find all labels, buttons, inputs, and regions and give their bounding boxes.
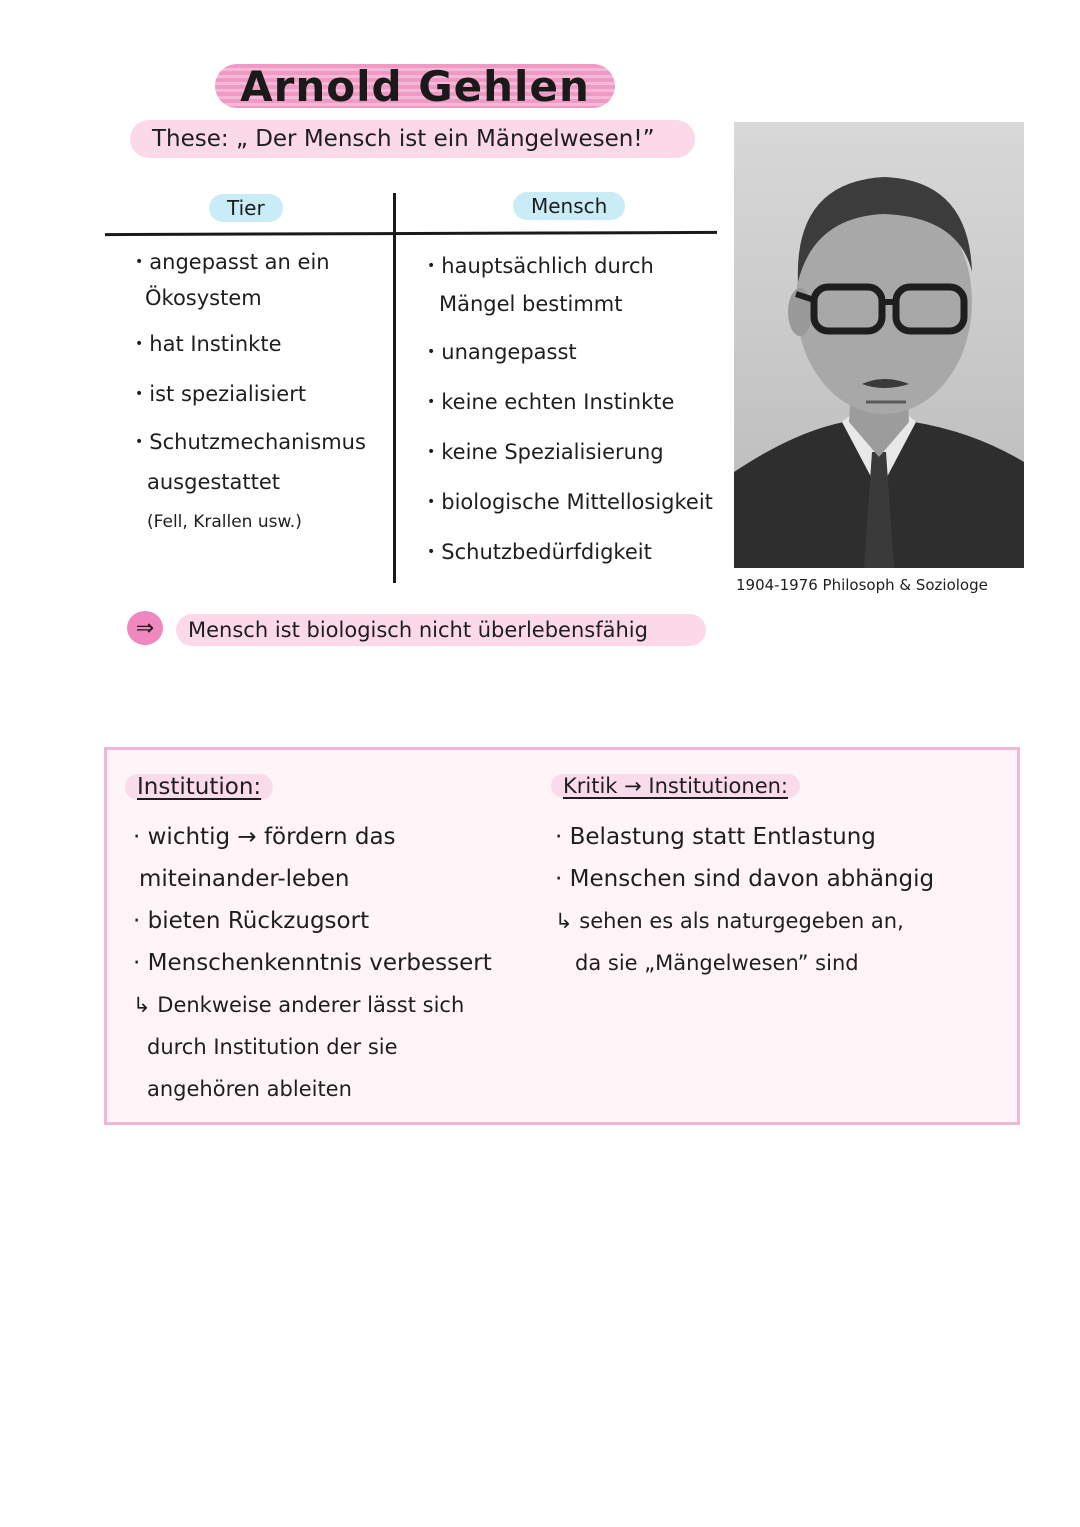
list-item-continuation: ausgestattet bbox=[147, 470, 281, 494]
page-title: Arnold Gehlen bbox=[215, 64, 615, 108]
list-item: · bieten Rückzugsort bbox=[133, 908, 370, 934]
thesis-banner: These: „ Der Mensch ist ein Mängelwesen!” bbox=[130, 120, 695, 158]
list-item: • unangepasst bbox=[427, 340, 577, 364]
list-item: ↳ Denkweise anderer lässt sich bbox=[133, 993, 465, 1017]
table-vertical-line bbox=[393, 193, 396, 583]
institution-heading: Institution: bbox=[125, 774, 273, 800]
list-item: da sie „Mängelwesen” sind bbox=[575, 951, 859, 975]
mensch-header: Mensch bbox=[513, 192, 625, 220]
list-item-continuation: Ökosystem bbox=[145, 286, 262, 310]
list-item: • keine Spezialisierung bbox=[427, 440, 664, 464]
institution-list bbox=[133, 816, 553, 1110]
conclusion-banner: Mensch ist biologisch nicht überlebensfähig bbox=[176, 614, 706, 646]
list-item: • ist spezialisiert bbox=[135, 382, 307, 406]
list-item: · Belastung statt Entlastung bbox=[555, 824, 876, 850]
list-item: • biologische Mittellosigkeit bbox=[427, 490, 713, 514]
tier-list bbox=[135, 242, 390, 542]
list-item: miteinander-leben bbox=[139, 866, 350, 892]
portrait-photo bbox=[734, 122, 1024, 568]
portrait-caption: 1904-1976 Philosoph & Soziologe bbox=[736, 576, 988, 594]
list-item: • hauptsächlich durch bbox=[427, 254, 654, 278]
critique-heading: Kritik → Institutionen: bbox=[551, 774, 800, 798]
list-item: · Menschen sind davon abhängig bbox=[555, 866, 935, 892]
list-item: • Schutzbedürfdigkeit bbox=[427, 540, 652, 564]
mensch-list bbox=[427, 246, 717, 572]
list-item: • Schutzmechanismus bbox=[135, 430, 366, 454]
critique-list bbox=[555, 816, 1015, 984]
institution-box bbox=[104, 747, 1020, 1125]
list-item: angehören ableiten bbox=[147, 1077, 352, 1101]
list-item: ↳ sehen es als naturgegeben an, bbox=[555, 909, 904, 933]
table-horizontal-line bbox=[105, 231, 717, 236]
list-item-continuation: Mängel bestimmt bbox=[439, 292, 623, 316]
list-item: • keine echten Instinkte bbox=[427, 390, 675, 414]
list-item: • angepasst an ein bbox=[135, 250, 330, 274]
portrait-illustration bbox=[734, 122, 1024, 568]
comparison-table bbox=[105, 190, 717, 585]
tier-header: Tier bbox=[209, 194, 283, 222]
list-item: · wichtig → fördern das bbox=[133, 824, 396, 850]
list-item: · Menschenkenntnis verbessert bbox=[133, 950, 492, 976]
list-item: • hat Instinkte bbox=[135, 332, 282, 356]
list-item-note: (Fell, Krallen usw.) bbox=[147, 512, 302, 532]
conclusion-arrow-icon: ⇒ bbox=[127, 611, 163, 645]
list-item: durch Institution der sie bbox=[147, 1035, 398, 1059]
